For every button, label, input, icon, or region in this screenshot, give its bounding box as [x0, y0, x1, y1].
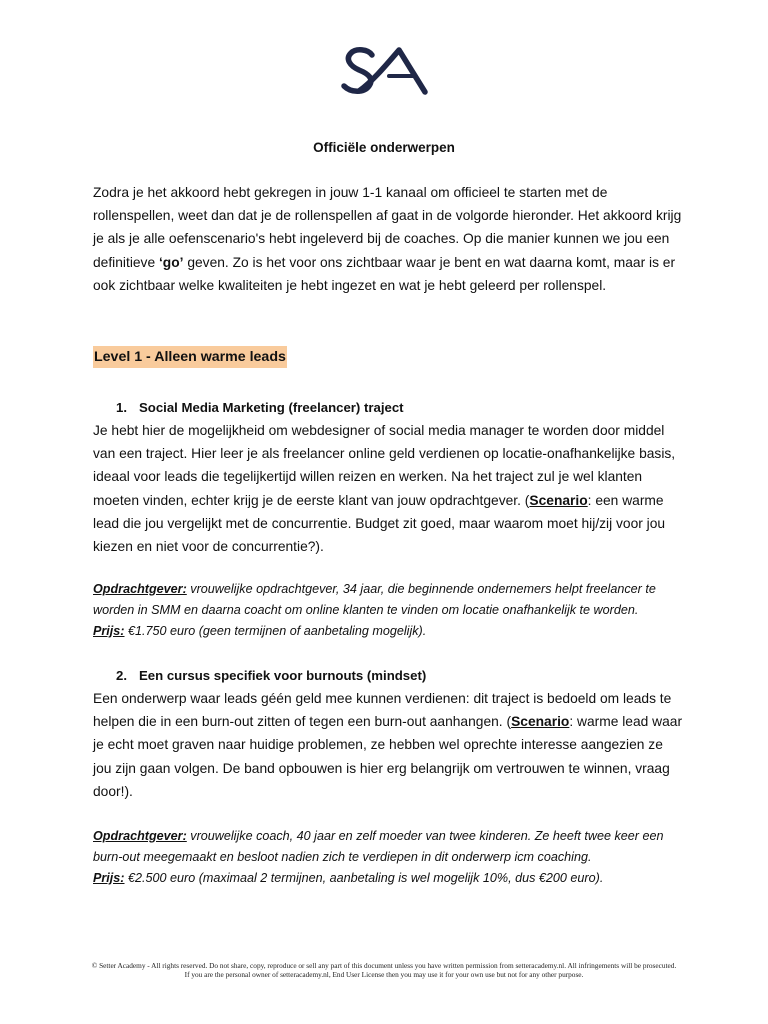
client-line: Opdrachtgever: vrouwelijke opdrachtgever, 34 jaar, die beginnende ondernemers helpt freelancer te worden in SMM en daarna coacht om online klanten te vinden om locatie onafhankelijk te worden.: [93, 582, 656, 617]
item-body-smm: Je hebt hier de mogelijkheid om webdesigner of social media manager te worden door middel van een traject. Hier leer je als freelancer online geld verdienen op locatie-onafhankelijke basis, ideaal voor leads die tegelijkertijd willen reizen en werken. Na het traject zul je wel klanten moeten vinden, echter krijg je de eerste klant van jouw opdrachtgever. (Scenario: een warme lead die jou vergelijkt met de concurrentie. Budget zit goed, maar waarom moet hij/zij voor jou kiezen en niet voor de concurrentie?).: [93, 423, 676, 555]
item-meta-smm: [93, 579, 683, 641]
go-emphasis: ‘go’: [158, 254, 184, 270]
setter-academy-logo: [339, 46, 431, 96]
item-body-burnout: Een onderwerp waar leads géén geld mee kunnen verdienen: dit traject is bedoeld om leads te helpen die in een burn-out zitten of tegen een burn-out aanhangen. (Scenario: warme lead waar je echt moet graven naar huidige problemen, ze hebben wel oprechte interesse aangezien ze jou zijn gaan volgen. De band opbouwen is hier erg belangrijk om vertrouwen te winnen, vraag door!).: [93, 691, 683, 799]
copyright-footer: © Setter Academy - All rights reserved. Do not share, copy, reproduce or sell any part of this document unless you have written permission from setteracademy.nl. All infringements will be prosecuted. If you are the personal owner of setteracademy.nl, End User License then you may use it for your own use but not for any other purpose.: [91, 961, 677, 979]
level-heading: Level 1 - Alleen warme leads: [93, 346, 287, 368]
item-meta-burnout: [93, 826, 683, 888]
client-line: Opdrachtgever: vrouwelijke coach, 40 jaar en zelf moeder van twee kinderen. Ze heeft twee keer een burn-out meegemaakt en besloot nadien zich te verdiepen in dit onderwerp icm coaching.: [93, 829, 664, 864]
item-heading-burnout: 2. Een cursus specifiek voor burnouts (mindset): [116, 668, 427, 683]
price-line: Prijs: €2.500 euro (maximaal 2 termijnen, aanbetaling is wel mogelijk 10%, dus €200 euro).: [93, 870, 604, 885]
scenario-label: Scenario: [511, 714, 570, 730]
page-title: Officiële onderwerpen: [313, 140, 455, 155]
price-line: Prijs: €1.750 euro (geen termijnen of aanbetaling mogelijk).: [93, 623, 427, 638]
item-heading-smm: 1. Social Media Marketing (freelancer) traject: [116, 400, 404, 415]
intro-paragraph: Zodra je het akkoord hebt gekregen in jouw 1-1 kanaal om officieel te starten met de rollenspellen, weet dan dat je de rollenspellen af gaat in de volgorde hieronder. Het akkoord krijg je als je alle oefenscenario's hebt ingeleverd bij de coaches. Op die manier kunnen we jou een definitieve ‘go’ geven. Zo is het voor ons zichtbaar waar je bent en wat daarna komt, maar is er ook zichtbaar welke kwaliteiten je hebt ingezet en wat je hebt geleerd per rollenspel.: [93, 185, 682, 293]
scenario-label: Scenario: [529, 492, 588, 508]
